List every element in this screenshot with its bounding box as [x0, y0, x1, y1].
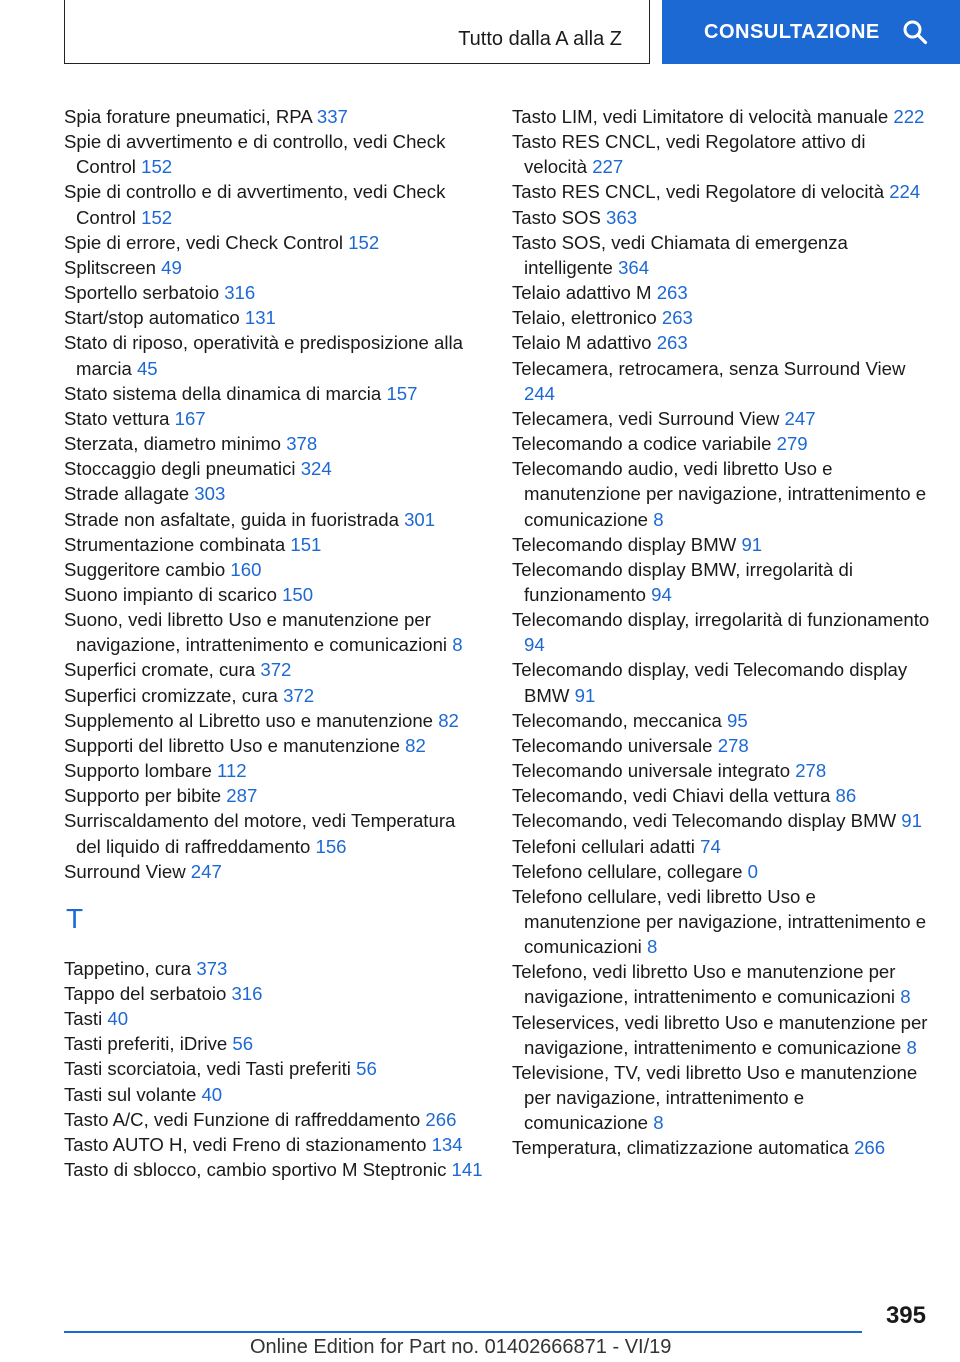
index-entry — [512, 104, 932, 129]
index-entry-text: Superfici cromate, cura — [64, 659, 256, 681]
page-reference-link[interactable]: 303 — [194, 483, 226, 505]
index-entry-text: Start/stop automatico — [64, 307, 240, 329]
index-entry-text: Telefono, vedi libretto Uso e manutenzione per navigazione, intrattenimento e comunicazioni — [512, 961, 896, 1008]
index-entry-text: Telaio, elettronico — [512, 307, 657, 329]
page-reference-link[interactable]: 49 — [161, 256, 182, 278]
index-entry-text: Telaio M adattivo — [512, 332, 652, 354]
index-entry-text: Tasto SOS, vedi Chiamata di emergenza intelligente — [512, 231, 848, 278]
consultazione-nav-button[interactable] — [662, 0, 960, 64]
index-entry-text: Tasto LIM, vedi Limitatore di velocità manuale — [512, 106, 889, 127]
index-entry — [512, 129, 932, 179]
index-entry — [512, 179, 932, 204]
page-reference-link[interactable]: 131 — [244, 307, 276, 329]
index-entry-text: Spia forature pneumatici, RPA — [64, 106, 312, 127]
index-entry — [64, 859, 484, 884]
index-entry — [64, 557, 484, 582]
page-reference-link[interactable]: 56 — [232, 1033, 254, 1055]
index-entry — [64, 808, 484, 858]
index-entry-text: Tasto di sblocco, cambio sportivo M Steptronic — [64, 1159, 447, 1181]
index-entry — [512, 733, 932, 758]
index-entry-text: Strade allagate — [64, 483, 190, 505]
index-entry-text: Telecomando universale integrato — [512, 760, 791, 782]
page-reference-link[interactable]: 8 — [452, 634, 463, 656]
page-reference-link[interactable]: 266 — [854, 1137, 886, 1159]
index-entry-text: Spie di errore, vedi Check Control — [64, 231, 344, 253]
index-entry-text: Supporti del libretto Uso e manutenzione — [64, 734, 400, 756]
index-entry — [512, 859, 932, 884]
section-title: Tutto dalla A alla Z — [458, 28, 622, 50]
index-entry — [512, 532, 932, 557]
page-reference-link[interactable]: 222 — [893, 106, 925, 127]
index-entry-text: Tasti preferiti, iDrive — [64, 1033, 228, 1055]
index-entry-text: Stato di riposo, operatività e predisposizione alla marcia — [64, 332, 463, 379]
page-reference-link[interactable]: 247 — [784, 407, 816, 429]
page-reference-link[interactable]: 337 — [316, 106, 348, 127]
index-entry — [512, 330, 932, 355]
page-reference-link[interactable]: 8 — [653, 508, 664, 530]
index-entry — [64, 683, 484, 708]
page-reference-link[interactable]: 8 — [653, 1112, 664, 1134]
index-group-t-continued — [512, 104, 932, 1161]
index-entry — [512, 356, 932, 406]
index-entry-text: Tappetino, cura — [64, 957, 192, 979]
index-entry — [512, 657, 932, 707]
page-reference-link[interactable]: 378 — [286, 433, 318, 455]
page-reference-link[interactable]: 316 — [224, 282, 256, 304]
index-entry-text: Tappo del serbatoio — [64, 983, 227, 1004]
index-entry — [512, 1060, 932, 1135]
page-reference-link[interactable]: 150 — [282, 583, 314, 605]
index-entry — [64, 230, 484, 255]
index-entry-text: Strumentazione combinata — [64, 533, 286, 555]
index-entry — [64, 758, 484, 783]
page-reference-link[interactable]: 247 — [190, 860, 222, 882]
page-reference-link[interactable]: 91 — [901, 810, 922, 832]
index-entry — [512, 884, 932, 959]
index-entry — [512, 607, 932, 657]
index-entry — [512, 431, 932, 456]
index-entry — [64, 1056, 484, 1081]
page-reference-link[interactable]: 56 — [356, 1058, 377, 1080]
index-entry-text: Televisione, TV, vedi libretto Uso e manutenzione per navigazione, intrattenimento e comunicazione — [512, 1061, 918, 1134]
page-reference-link[interactable]: 160 — [230, 558, 262, 580]
page-reference-link[interactable]: 301 — [404, 508, 436, 530]
index-entry — [64, 431, 484, 456]
index-entry — [64, 532, 484, 557]
page-reference-link[interactable]: 373 — [196, 957, 228, 979]
page-reference-link[interactable]: 45 — [136, 357, 158, 379]
index-entry — [64, 507, 484, 532]
index-entry — [64, 1132, 484, 1157]
page-reference-link[interactable]: 167 — [174, 407, 206, 429]
index-entry-text: Telecomando a codice variabile — [512, 433, 772, 455]
index-entry-text: Teleservices, vedi libretto Uso e manutenzione per navigazione, intrattenimento e comunicazione — [512, 1011, 928, 1058]
index-entry — [64, 1082, 484, 1107]
index-entry-text: Telefono cellulare, vedi libretto Uso e manutenzione per navigazione, intrattenimento e comunicazioni — [512, 885, 927, 958]
search-icon — [902, 19, 928, 45]
index-entry-text: Surround View — [64, 860, 186, 882]
section-letter: T — [66, 902, 84, 934]
index-entry-text: Temperatura, climatizzazione automatica — [512, 1137, 849, 1159]
index-entry-text: Telecomando display BMW, irregolarità di funzionamento — [512, 558, 854, 605]
index-entry — [64, 582, 484, 607]
page-reference-link[interactable]: 316 — [231, 983, 263, 1004]
index-entry — [64, 406, 484, 431]
page-reference-link[interactable]: 287 — [226, 785, 258, 807]
index-entry-text: Strade non asfaltate, guida in fuoristrada — [64, 508, 399, 530]
index-entry — [512, 205, 932, 230]
index-entry — [512, 708, 932, 733]
index-entry — [64, 783, 484, 808]
footer-divider — [64, 1331, 862, 1333]
index-entry-text: Splitscreen — [64, 256, 156, 278]
index-column-right — [512, 104, 932, 1161]
index-entry-text: Tasto A/C, vedi Funzione di raffreddamento — [64, 1108, 421, 1130]
nav-label: CONSULTAZIONE — [704, 20, 880, 43]
page-reference-link[interactable]: 263 — [661, 307, 693, 329]
page-reference-link[interactable]: 94 — [651, 583, 672, 605]
footer-edition-text: Online Edition for Part no. 01402666871 - VI/19 — [250, 1336, 672, 1358]
page-reference-link[interactable]: 91 — [574, 684, 596, 706]
index-entry-text: Telecomando, vedi Telecomando display BMW — [512, 810, 897, 832]
index-entry-text: Stato vettura — [64, 407, 170, 429]
index-entry — [512, 959, 932, 1009]
index-entry-text: Telecamera, vedi Surround View — [512, 407, 780, 429]
index-entry — [64, 1107, 484, 1132]
index-entry-text: Suono, vedi libretto Uso e manutenzione per navigazione, intrattenimento e comunicazioni — [64, 609, 448, 656]
page-reference-link[interactable]: 372 — [260, 659, 292, 681]
index-entry-text: Telecomando display, irregolarità di funzionamento — [512, 609, 930, 631]
page-reference-link[interactable]: 152 — [141, 206, 173, 228]
index-entry — [64, 1031, 484, 1056]
page-reference-link[interactable]: 156 — [315, 835, 347, 857]
index-entry-text: Tasto SOS — [512, 206, 601, 228]
page-reference-link[interactable]: 141 — [451, 1159, 483, 1181]
index-entry — [512, 783, 932, 808]
index-column-left — [64, 104, 484, 1182]
index-group-t — [64, 956, 484, 1182]
page-reference-link[interactable]: 278 — [795, 760, 827, 782]
page-reference-link[interactable]: 224 — [889, 181, 921, 203]
index-entry — [64, 129, 484, 179]
index-entry — [64, 1157, 484, 1182]
page-reference-link[interactable]: 82 — [405, 734, 426, 756]
page-reference-link[interactable]: 263 — [656, 332, 688, 354]
index-entry-text: Surriscaldamento del motore, vedi Temperatura del liquido di raffreddamento — [64, 810, 456, 857]
index-entry — [64, 104, 484, 129]
index-entry — [512, 834, 932, 859]
index-entry-text: Tasti — [64, 1008, 103, 1030]
index-entry — [512, 557, 932, 607]
index-entry — [64, 981, 484, 1006]
index-entry-text: Tasto AUTO H, vedi Freno di stazionamento — [64, 1133, 427, 1155]
index-entry-text: Telecomando display BMW — [512, 533, 737, 555]
index-entry-text: Telecomando universale — [512, 734, 713, 756]
index-entry-text: Superfici cromizzate, cura — [64, 684, 278, 706]
index-entry-text: Suggeritore cambio — [64, 558, 226, 580]
index-entry-text: Tasti scorciatoia, vedi Tasti preferiti — [64, 1058, 351, 1080]
index-entry — [64, 179, 484, 229]
page-reference-link[interactable]: 8 — [906, 1036, 917, 1058]
index-entry-text: Stoccaggio degli pneumatici — [64, 458, 296, 480]
page-number: 395 — [885, 1302, 926, 1329]
page-reference-link[interactable]: 266 — [425, 1108, 457, 1130]
page-reference-link[interactable]: 227 — [592, 156, 624, 178]
index-entry — [64, 381, 484, 406]
page-reference-link[interactable]: 279 — [776, 433, 808, 455]
index-entry-text: Telecamera, retrocamera, senza Surround View — [512, 357, 906, 379]
index-entry — [512, 758, 932, 783]
page-reference-link[interactable]: 263 — [656, 282, 688, 304]
index-entry-text: Sterzata, diametro minimo — [64, 433, 282, 455]
index-entry-text: Telecomando audio, vedi libretto Uso e manutenzione per navigazione, intrattenimento e comunicazione — [512, 458, 927, 530]
index-entry-text: Tasti sul volante — [64, 1083, 197, 1105]
page-reference-link[interactable]: 157 — [386, 382, 418, 404]
index-entry-text: Telecomando display, vedi Telecomando display BMW — [512, 659, 908, 706]
index-entry-text: Sportello serbatoio — [64, 282, 220, 304]
page-reference-link[interactable]: 95 — [726, 709, 748, 731]
index-entry — [64, 657, 484, 682]
index-entry-text: Telefoni cellulari adatti — [512, 835, 695, 857]
page-reference-link[interactable]: 82 — [438, 709, 459, 731]
index-entry — [64, 607, 484, 657]
page-reference-link[interactable]: 8 — [900, 986, 911, 1008]
page-reference-link[interactable]: 152 — [141, 156, 173, 178]
index-entry-text: Supplemento al Libretto uso e manutenzione — [64, 709, 434, 731]
page-reference-link[interactable]: 363 — [606, 206, 638, 228]
index-group-s — [64, 104, 484, 884]
index-entry-text: Stato sistema della dinamica di marcia — [64, 382, 382, 404]
page-reference-link[interactable]: 74 — [700, 835, 721, 857]
index-entry — [512, 456, 932, 531]
index-entry — [64, 1006, 484, 1031]
page-reference-link[interactable]: 372 — [283, 684, 315, 706]
page-reference-link[interactable]: 324 — [300, 458, 332, 480]
index-entry — [512, 808, 932, 833]
index-entry — [64, 255, 484, 280]
page-reference-link[interactable]: 151 — [290, 533, 322, 555]
index-entry — [64, 956, 484, 981]
index-entry — [64, 733, 484, 758]
page-reference-link[interactable]: 91 — [741, 533, 763, 555]
index-entry-text: Telaio adattivo M — [512, 282, 652, 304]
index-entry-text: Tasto RES CNCL, vedi Regolatore di velocità — [512, 181, 885, 203]
index-entry-text: Spie di avvertimento e di controllo, vedi Check Control — [64, 131, 446, 178]
index-entry — [512, 280, 932, 305]
index-entry-text: Telecomando, vedi Chiavi della vettura — [512, 785, 831, 807]
page-reference-link[interactable]: 40 — [107, 1008, 129, 1030]
page-reference-link[interactable]: 152 — [348, 231, 380, 253]
index-entry — [64, 708, 484, 733]
index-entry — [512, 230, 932, 280]
index-entry-text: Telefono cellulare, collegare — [512, 860, 743, 882]
index-entry — [512, 406, 932, 431]
index-entry-text: Telecomando, meccanica — [512, 709, 722, 731]
page-reference-link[interactable]: 86 — [835, 785, 857, 807]
page-reference-link[interactable]: 134 — [431, 1133, 463, 1155]
index-entry-text: Spie di controllo e di avvertimento, vedi Check Control — [64, 181, 446, 228]
index-entry — [512, 1010, 932, 1060]
index-entry — [512, 305, 932, 330]
index-entry-text: Supporto lombare — [64, 760, 212, 782]
page-reference-link[interactable]: 94 — [524, 634, 545, 656]
index-entry — [64, 330, 484, 380]
index-entry — [64, 456, 484, 481]
index-entry-text: Supporto per bibite — [64, 785, 222, 807]
index-entry-text: Suono impianto di scarico — [64, 583, 277, 605]
page-reference-link[interactable]: 40 — [201, 1083, 223, 1105]
index-entry — [64, 305, 484, 330]
index-entry — [512, 1135, 932, 1160]
page-reference-link[interactable]: 244 — [524, 382, 556, 404]
page-reference-link[interactable]: 278 — [717, 734, 749, 756]
index-entry-text: Tasto RES CNCL, vedi Regolatore attivo di velocità — [512, 131, 866, 178]
page-reference-link[interactable]: 8 — [647, 936, 658, 958]
index-entry — [64, 280, 484, 305]
index-entry — [64, 481, 484, 506]
page-reference-link[interactable]: 0 — [747, 860, 759, 882]
page-reference-link[interactable]: 112 — [216, 760, 247, 782]
page-reference-link[interactable]: 364 — [618, 256, 650, 278]
